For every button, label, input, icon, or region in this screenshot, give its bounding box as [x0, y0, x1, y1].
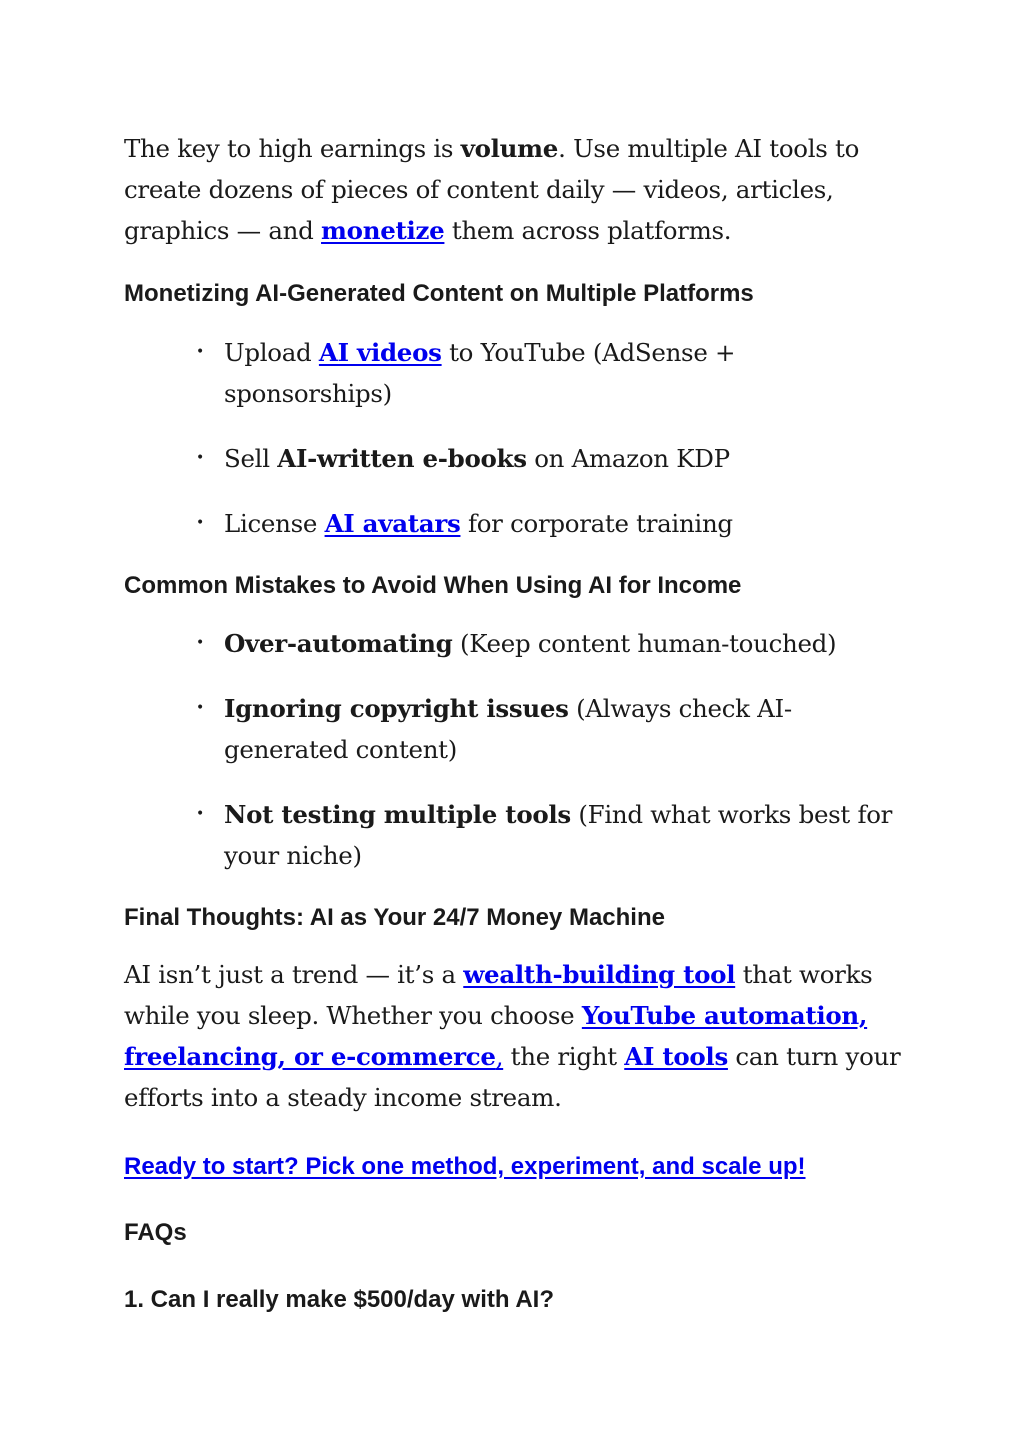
bullet-icon: • [196, 344, 204, 360]
article-page [124, 128, 904, 1315]
section3-heading: Final Thoughts: AI as Your 24/7 Money Machine [124, 904, 665, 931]
item-text: License [224, 509, 325, 538]
item-text: (Find what works best for your niche) [224, 800, 893, 870]
list-item [124, 794, 904, 876]
ai-tools-link[interactable]: AI tools [624, 1042, 728, 1071]
youtube-automation-link-comma[interactable]: , [495, 1042, 504, 1071]
bullet-icon: • [196, 515, 204, 531]
monetize-link[interactable]: monetize [321, 216, 445, 245]
item-bold: Ignoring copyright issues [224, 694, 569, 723]
bullet-icon: • [196, 450, 204, 466]
para-text: AI isn’t just a trend — it’s a [124, 960, 464, 989]
list-item [124, 688, 904, 770]
item-bold: AI-written e-books [277, 444, 527, 473]
item-bold: Not testing multiple tools [224, 800, 571, 829]
item-text: (Keep content human-touched) [452, 629, 837, 658]
bullet-icon: • [196, 806, 204, 822]
list-item [124, 623, 904, 664]
list-item [124, 503, 904, 544]
item-text: for corporate training [460, 509, 733, 538]
intro-text-2: . Use multiple AI tools to create dozens of pieces of content daily — videos, articles, graphics — and [124, 134, 860, 245]
item-text: to YouTube (AdSense + sponsorships) [224, 338, 736, 408]
item-text: (Always check AI-generated content) [224, 694, 792, 764]
intro-paragraph [124, 128, 904, 251]
item-text: on Amazon KDP [526, 444, 730, 473]
item-text: Upload [224, 338, 319, 367]
item-bold: Over-automating [224, 629, 453, 658]
bullet-icon: • [196, 635, 204, 651]
wealth-building-tool-link[interactable]: wealth-building tool [463, 960, 736, 989]
section2-list [124, 623, 904, 876]
ai-avatars-link[interactable]: AI avatars [324, 509, 461, 538]
list-item [124, 332, 904, 414]
section1-list [124, 332, 904, 544]
cta-link[interactable]: Ready to start? Pick one method, experiment, and scale up! [124, 1153, 806, 1180]
section2-heading: Common Mistakes to Avoid When Using AI for Income [124, 572, 742, 599]
intro-text-3: them across platforms. [444, 216, 732, 245]
para-text: can turn your efforts into a steady income stream. [124, 1042, 901, 1112]
bullet-icon: • [196, 700, 204, 716]
final-thoughts-paragraph [124, 954, 904, 1118]
list-item [124, 438, 904, 479]
ai-videos-link[interactable]: AI videos [318, 338, 442, 367]
item-text: Sell [224, 444, 278, 473]
faqs-heading: FAQs [124, 1219, 187, 1246]
intro-bold-volume: volume [460, 134, 559, 163]
youtube-automation-link[interactable]: YouTube automation, freelancing, or e-commerce [124, 1001, 868, 1071]
intro-text-1: The key to high earnings is [124, 134, 461, 163]
faq-question-1: 1. Can I really make $500/day with AI? [124, 1286, 554, 1313]
para-text: that works while you sleep. Whether you choose [124, 960, 873, 1030]
para-text: the right [503, 1042, 625, 1071]
section1-heading: Monetizing AI-Generated Content on Multiple Platforms [124, 280, 754, 307]
